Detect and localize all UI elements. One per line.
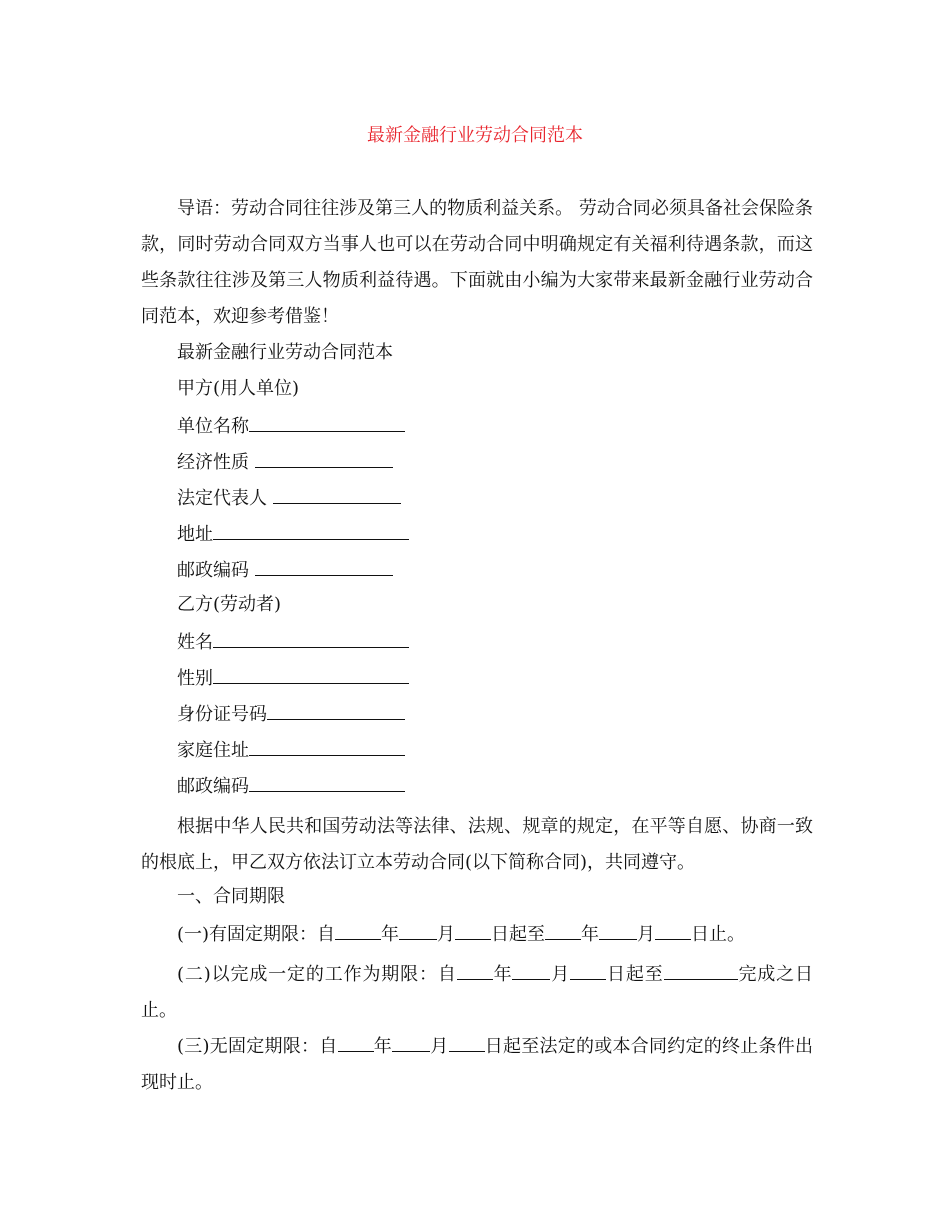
fixed-term-clause [177,921,745,947]
basis-paragraph: 根据中华人民共和国劳动法等法律、法规、规章的规定，在平等自愿、协商一致的根底上，甲乙双方依法订立本劳动合同(以下简称合同)，共同遵守。 [141,816,813,873]
party-a-nature-field [177,449,393,475]
party-a-heading: 甲方(用人单位) [177,378,300,399]
field-label: 邮政编码 [177,560,255,581]
fill-blank [213,665,409,684]
field-label: 单位名称 [177,416,249,437]
clause-text: 年 [373,1036,393,1057]
party-b-id-number-field [177,701,405,727]
field-label: 姓名 [177,632,213,653]
party-b-postcode-field [177,773,405,799]
clause-text: 日止。 [691,924,746,945]
fill-blank [545,921,581,940]
task-term-clause [141,957,813,1029]
clause-text: 年 [581,924,600,945]
fill-blank [267,701,405,720]
clause-label: (二)以完成一定的工作为期限：自 [177,964,457,985]
fill-blank [399,921,437,940]
fill-blank [664,961,738,980]
clause-text: 年 [381,924,400,945]
fill-blank [273,485,401,504]
fill-blank [392,1033,430,1052]
party-b-gender-field [177,665,409,691]
intro-paragraph: 导语：劳动合同往往涉及第三人的物质利益关系。 劳动合同必须具备社会保险条款，同时劳动合同双方当事人也可以在劳动合同中明确规定有关福利待遇条款，而这些条款往往涉及第三人物质利益待遇。下面就由小编为大家带来最新金融行业劳动合同范本，欢迎参考借鉴！ [141,198,813,327]
fill-blank [249,773,405,792]
fill-blank [455,921,491,940]
field-label: 性别 [177,668,213,689]
party-a-postcode-field [177,557,393,583]
fill-blank [655,921,691,940]
party-a-address-field [177,521,409,547]
open-term-clause [141,1029,813,1101]
clause-text: 月 [637,924,656,945]
section-1-heading: 一、合同期限 [177,886,285,907]
clause-text: 日起至 [491,924,546,945]
party-b-name-field [177,629,409,655]
field-label: 家庭住址 [177,740,249,761]
clause-text: 完成之日止。 [141,964,814,1021]
fill-blank [249,413,405,432]
clause-text: 日起至法定的或本合同约定的终止条件出现时止。 [141,1036,814,1093]
fill-blank [213,521,409,540]
subtitle: 最新金融行业劳动合同范本 [177,342,393,363]
field-label: 身份证号码 [177,704,267,725]
field-label: 邮政编码 [177,776,249,797]
fill-blank [249,737,405,756]
fill-blank [213,629,409,648]
clause-text: 月 [550,964,571,985]
field-label: 经济性质 [177,452,255,473]
fill-blank [335,921,381,940]
fill-blank [570,961,606,980]
party-a-legal-rep-field [177,485,401,511]
fill-blank [512,961,550,980]
clause-text: 日起至 [606,964,664,985]
clause-text: 年 [492,964,513,985]
field-label: 地址 [177,524,213,545]
clause-text: 月 [437,924,456,945]
fill-blank [255,557,393,576]
fill-blank [457,961,493,980]
field-label: 法定代表人 [177,488,273,509]
fill-blank [599,921,637,940]
fill-blank [255,449,393,468]
fill-blank [449,1033,485,1052]
party-b-heading: 乙方(劳动者) [177,594,282,615]
clause-text: 月 [430,1036,449,1057]
document-title: 最新金融行业劳动合同范本 [367,125,583,146]
party-b-home-address-field [177,737,405,763]
party-a-unit-name-field [177,413,405,439]
clause-label: (一)有固定期限：自 [177,924,336,945]
clause-label: (三)无固定期限：自 [177,1036,338,1057]
fill-blank [338,1033,374,1052]
